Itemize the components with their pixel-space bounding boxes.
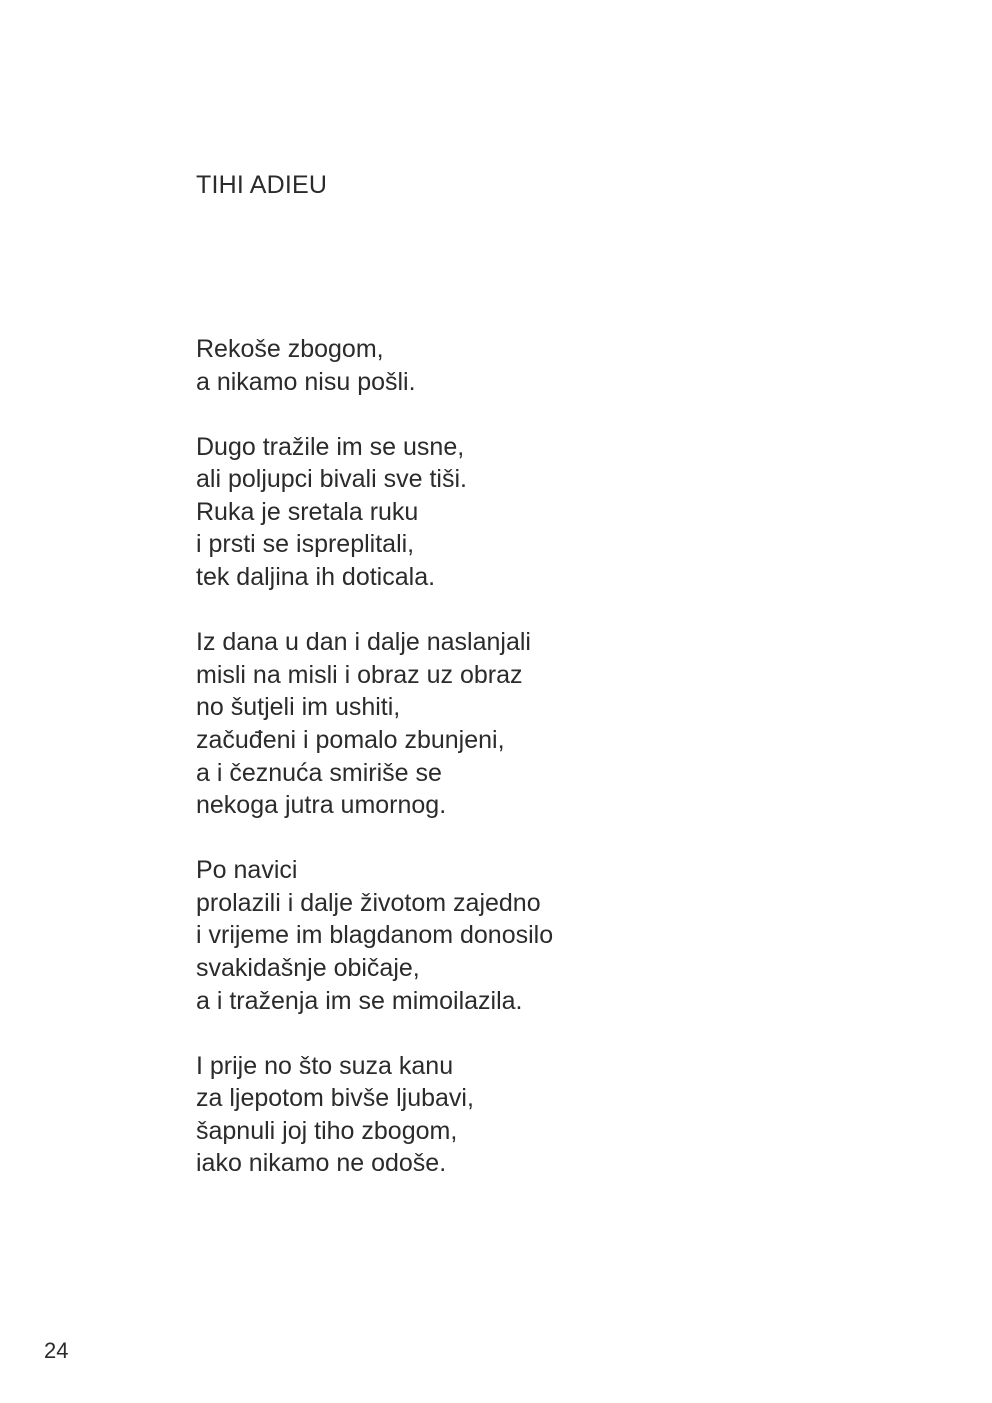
- poem-line: prolazili i dalje životom zajedno: [196, 888, 541, 917]
- poem-line: šapnuli joj tiho zbogom,: [196, 1116, 458, 1145]
- poem-line: i prsti se ispreplitali,: [196, 530, 415, 559]
- poem-line: Iz dana u dan i dalje naslanjali: [196, 628, 531, 657]
- stanza-5: [196, 1050, 796, 1180]
- poem-line: misli na misli i obraz uz obraz: [196, 660, 523, 689]
- poem-line: za ljepotom bivše ljubavi,: [196, 1084, 474, 1113]
- poem-line: Po navici: [196, 856, 298, 885]
- stanza-3: [196, 626, 796, 822]
- poem-line: Rekoše zbogom,: [196, 335, 384, 363]
- poem-line: a i čeznuća smiriše se: [196, 758, 442, 787]
- poem-line: a nikamo nisu pošli.: [196, 367, 416, 396]
- poem-title: TIHI ADIEU: [196, 171, 328, 199]
- stanza-2: [196, 431, 796, 594]
- poem-line: a i traženja im se mimoilazila.: [196, 986, 523, 1015]
- poem-line: nekoga jutra umornog.: [196, 791, 447, 820]
- poem-line: iako nikamo ne odoše.: [196, 1149, 447, 1178]
- poem-line: ali poljupci bivali sve tiši.: [196, 465, 467, 494]
- poem-line: i vrijeme im blagdanom donosilo: [196, 921, 554, 950]
- poem-line: svakidašnje običaje,: [196, 954, 420, 982]
- poem-line: začuđeni i pomalo zbunjeni,: [196, 725, 505, 754]
- page-number: 24: [44, 1338, 69, 1363]
- poem-line: Dugo tražile im se usne,: [196, 432, 465, 461]
- poem-line: tek daljina ih doticala.: [196, 563, 436, 592]
- poem-line: I prije no što suza kanu: [196, 1051, 454, 1080]
- poem-body: [196, 333, 796, 1213]
- poem-line: Ruka je sretala ruku: [196, 497, 419, 526]
- stanza-1: [196, 333, 796, 398]
- stanza-4: [196, 854, 796, 1017]
- poem-line: no šutjeli im ushiti,: [196, 693, 401, 722]
